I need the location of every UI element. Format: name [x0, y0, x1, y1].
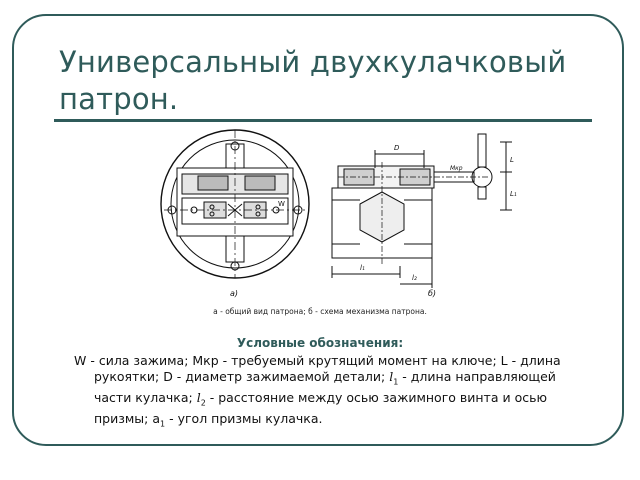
view-a-label: а): [230, 289, 239, 298]
l1-subscript: 1: [393, 377, 399, 387]
dim-mkr-label: Мкр: [450, 165, 463, 172]
dim-l1-label: L₁: [510, 190, 517, 198]
chuck-drawing: [160, 126, 530, 306]
legend-part-4: - угол призмы кулачка.: [165, 410, 323, 426]
title-underline: [54, 119, 592, 122]
legend-part-2: - длина направляющей части кулачка;: [94, 368, 556, 405]
dim-l-label: L: [510, 156, 514, 164]
legend-part-3: - расстояние между осью зажимного винта и осью призмы; a: [94, 389, 547, 426]
legend-heading: Условные обозначения:: [236, 336, 404, 350]
dim-small-l1-label: l₁: [360, 264, 365, 272]
l2-subscript: 2: [200, 398, 206, 408]
l2-symbol: l: [196, 389, 201, 405]
chuck-mechanism-scheme: [332, 134, 512, 288]
dim-small-l2-label: l₂: [412, 274, 417, 282]
view-b-label: б): [428, 289, 437, 298]
a1-subscript: 1: [160, 419, 166, 429]
figure-caption: а - общий вид патрона; б - схема механизма патрона.: [213, 307, 427, 316]
chuck-general-view: [161, 130, 309, 278]
legend-text: [74, 353, 584, 432]
legend-part-1: W - сила зажима; Мкр - требуемый крутящий момент на ключе; L - длина рукоятки; D - диаметр зажимаемой детали;: [74, 353, 561, 384]
slide-title: Универсальный двухкулачковый патрон.: [59, 45, 567, 116]
w-force-label: W: [278, 200, 285, 208]
l1-symbol: l: [389, 368, 394, 384]
dim-d-label: D: [394, 144, 400, 152]
